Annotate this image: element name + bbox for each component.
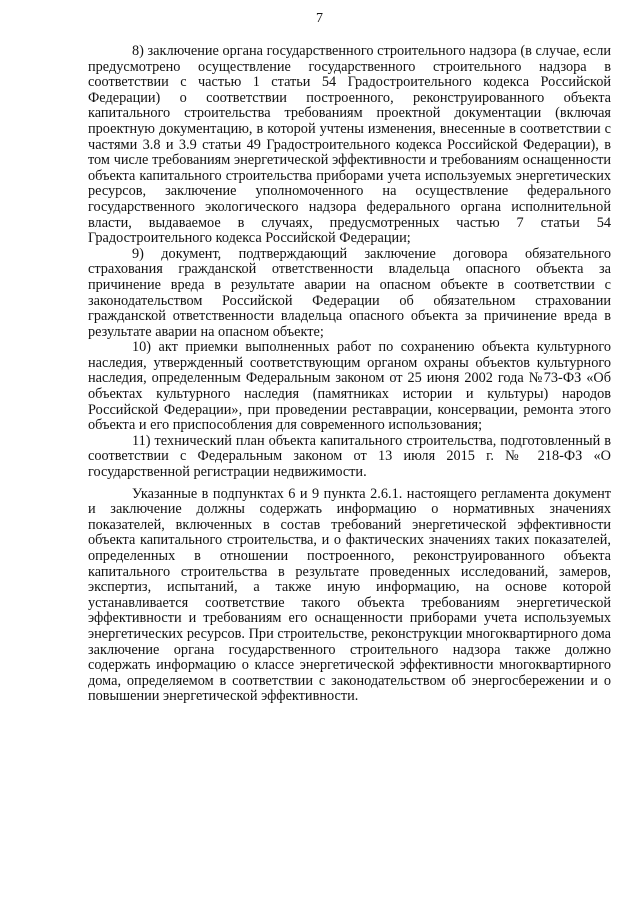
paragraph-item-9: 9) документ, подтверждающий заключение договора обязательного страхования гражданской ответственности владельца опасного объекта за причинение вреда в результате аварии на опасном объекте в соответствии с законодательством Российской Федерации об обязательном страховании гражданской ответственности владельца опасного объекта за причинение вреда в результате аварии на опасном объекте; xyxy=(88,245,611,340)
paragraph-requirements: Указанные в подпунктах 6 и 9 пункта 2.6.1. настоящего регламента документ и заключение должны содержать информацию о нормативных значениях показателей, включенных в состав требований энергетической эффективности объекта капитального строительства, и о фактических значениях таких показателей, определенных в отношении построенного, реконструированного объекта капитального строительства в результате проведенных исследований, замеров, экспертиз, испытаний, а также иную информацию, на основе которой устанавливается соответствие такого объекта требованиям энергетической эффективности и требованиям его оснащенности приборами учета используемых энергетических ресурсов. При строительстве, реконструкции многоквартирного дома заключение органа государственного строительного надзора также должно содержать информацию о классе энергетической эффективности многоквартирного дома, определяемом в соответствии с законодательством об энергосбережении и о повышении энергетической эффективности. xyxy=(88,485,611,705)
document-body xyxy=(88,44,611,705)
page-number: 7 xyxy=(316,11,323,26)
paragraph-item-10: 10) акт приемки выполненных работ по сохранению объекта культурного наследия, утвержденный соответствующим органом охраны объектов культурного наследия, определенным Федеральным законом от 25 июня 2002 года №73-ФЗ «Об объектах культурного наследия (памятниках истории и культуры) народов Российской Федерации», при проведении реставрации, консервации, ремонта этого объекта и его приспособления для современного использования; xyxy=(88,339,611,434)
paragraph-item-11: 11) технический план объекта капитального строительства, подготовленный в соответствии с Федеральным законом от 13 июля 2015 г. № 218-ФЗ «О государственной регистрации недвижимости. xyxy=(88,432,611,481)
paragraph-item-8: 8) заключение органа государственного строительного надзора (в случае, если предусмотрено осуществление государственного строительного надзора в соответствии с частью 1 статьи 54 Градостроительного кодекса Российской Федерации) о соответствии построенного, реконструированного объекта капитального строительства требованиям проектной документации (включая проектную документацию, в которой учтены изменения, внесенные в соответствии с частями 3.8 и 3.9 статьи 49 Градостроительного кодекса Российской Федерации), в том числе требованиям энергетической эффективности и требованиям оснащенности объекта капитального строительства приборами учета используемых энергетических ресурсов, заключение уполномоченного на осуществление федерального государственного экологического надзора федерального органа исполнительной власти, выдаваемое в случаях, предусмотренных частью 7 статьи 54 Градостроительного кодекса Российской Федерации; xyxy=(88,43,611,247)
